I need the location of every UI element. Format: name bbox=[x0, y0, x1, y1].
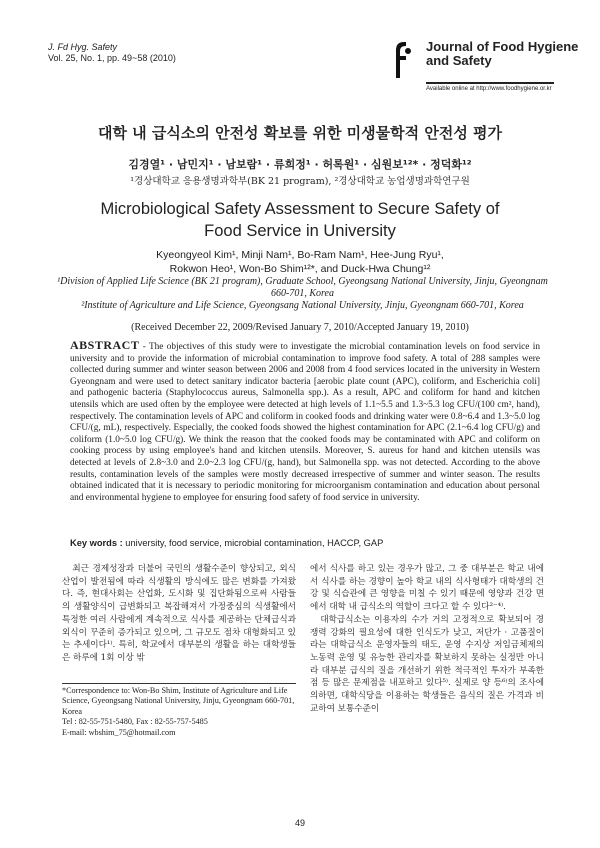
english-title bbox=[0, 198, 600, 242]
received-dates: (Received December 22, 2009/Revised January 7, 2010/Accepted January 19, 2010) bbox=[131, 322, 469, 333]
footnote-line: E-mail: wbshim_75@hotmail.com bbox=[62, 727, 176, 737]
english-authors bbox=[0, 248, 600, 276]
abstract bbox=[70, 340, 540, 504]
header-divider bbox=[426, 82, 554, 84]
journal-url: Available online at http://www.foodhygiene.or.kr bbox=[426, 86, 552, 92]
journal-title bbox=[426, 40, 578, 68]
keywords-text: university, food service, microbial contamination, HACCP, GAP bbox=[122, 538, 384, 548]
keywords-label: Key words : bbox=[70, 538, 123, 548]
body-paragraph: 최근 경제성장과 더불어 국민의 생활수준이 향상되고, 외식 산업이 발전됨에 따라 식생활의 방식에도 많은 변화를 가져왔다. 즉, 현대사회는 산업화, 도시화 및 집단화됨으로써 사람들의 생활양식이 급변화되고 복잡해져서 가정중심의 식생활에서 특정한 여러 사람에게 계속적으로 식사를 제공하는 단체급식과 외식이 꾸준히 증가되고 있으며, 그 규모도 점차 대형화되고 있는 추세이다¹⁾. 특히, 학교에서 대부분의 생활을 하는 대학생들은 하루에 1회 이상 밖 bbox=[62, 564, 296, 663]
footnote-line: *Correspondence to: Won-Bo Shim, Institute of Agriculture and Life Science, Gyeongsang National University, Jinju, Gyeongnam 660-701, Korea bbox=[62, 686, 295, 716]
body-paragraph: 에서 식사를 하고 있는 경우가 많고, 그 중 대부분은 학교 내에서 식사를 하는 경향이 높아 학교 내의 식사형태가 대학생의 건강 및 식습관에 큰 영향을 미칠 수 있기 때문에 영양과 건강 면에서 대학 내 급식소의 역할이 크다고 할 수 있다²⁻⁴⁾. bbox=[310, 564, 544, 613]
affiliation-2: ²Institute of Agriculture and Life Science, Gyeongsang National University, Jinju, Gyeongnam 660-701, Korea bbox=[81, 300, 524, 311]
abstract-label: ABSTRACT bbox=[70, 338, 140, 352]
body-column-left bbox=[62, 563, 296, 665]
korean-affiliation: ¹경상대학교 응용생명과학부(BK 21 program), ²경상대학교 농업생명과학연구원 bbox=[130, 176, 470, 187]
footnote-line: Tel : 82-55-751-5480, Fax : 82-55-757-5485 bbox=[62, 717, 208, 727]
korean-title: 대학 내 급식소의 안전성 확보를 위한 미생물학적 안전성 평가 bbox=[97, 124, 503, 142]
journal-logo-icon bbox=[390, 40, 412, 80]
volume-info: Vol. 25, No. 1, pp. 49~58 (2010) bbox=[48, 53, 176, 63]
english-title-line1: Microbiological Safety Assessment to Secure Safety of bbox=[100, 200, 500, 218]
english-authors-line1: Kyeongyeol Kim¹, Minji Nam¹, Bo-Ram Nam¹, Hee-Jung Ryu¹, bbox=[156, 249, 444, 261]
keywords bbox=[70, 538, 383, 548]
english-title-line2: Food Service in University bbox=[204, 222, 396, 240]
korean-authors: 김경열¹ · 남민지¹ · 남보람¹ · 류희정¹ · 허록원¹ · 심원보¹²* · 정덕화¹² bbox=[128, 158, 472, 171]
journal-title-line1: Journal of Food Hygiene bbox=[426, 39, 579, 54]
body-paragraph: 대학급식소는 이용자의 수가 거의 고정적으로 확보되어 경쟁력 강화의 필요성에 대한 인식도가 낮고, 저단가 · 고품질이라는 대학급식소 운영자들의 태도, 운영 수지상 저임금체제의 노동력 운영 및 유능한 관리자를 확보하지 못하는 실정만 아니라 대부분 급식의 질을 개선하기 위한 적극적인 투자가 부족한 점 등 많은 문제점을 내포하고 있다⁵⁾. 실제로 양 등⁶⁾의 조사에 의하면, 대학식당을 이용하는 학생들은 음식의 질은 가격과 비교하여 보통수준이 bbox=[310, 614, 544, 714]
journal-citation bbox=[48, 42, 176, 64]
page-number: 49 bbox=[294, 818, 305, 828]
body-column-right bbox=[310, 563, 544, 715]
footnote-divider bbox=[62, 683, 296, 684]
journal-abbrev: J. Fd Hyg. Safety bbox=[48, 42, 118, 52]
abstract-text: - The objectives of this study were to investigate the microbial contamination levels on food service in university and to provide the information of microbial contamination to improve food safety. A total of 288 samples were collected during summer and winter season between 2006 and 2008 from 4 food services located in the university in Western Gyeongnam and were used to detect sanitary indicator bacteria [aerobic plate count (APC), coliform, and Escherichia coli] and pathogenic bacteria (Staphylococcus aureus, Salmonella spp.). As a result, APC and coliform for hand and kitchen utensils which are used often by the employee were detected at high levels of 1.1~5.5 and 1.3~5.3 log CFU/(100 cm², hand), respectively. The contamination levels of APC and coliform in cooked foods and drinking water were 0.8~6.4 and 1.3~5.0 log CFU/(g, mL), respectively. Especially, the cooked foods showed the highest contamination for APC (2.1~6.4 log CFU/g) and coliform (1.0~5.0 log CFU/g). We think the reason that the cooked foods may be contaminated with APC and coliform on cooking process by using employee's hand and kitchen utensils. Moreover, S. aureus for hand and kitchen utensils was detected at levels of 2.8~3.0 and 2.0~2.3 log CFU/(g, hand), but Salmonella spp. was not detected. According to the above results, contamination levels of the samples were mostly decreased irrespective of summer and winter season. The results obtained indicated that it is necessary to periodic monitoring for microorganism contamination and education about personal and environmental hygiene to employee for ensuring food safety of food service in university. bbox=[70, 342, 540, 503]
correspondence-footnote bbox=[62, 686, 302, 738]
english-authors-line2: Rokwon Heo¹, Won-Bo Shim¹²*, and Duck-Hwa Chung¹² bbox=[169, 263, 431, 275]
journal-title-line2: and Safety bbox=[426, 53, 492, 68]
affiliation-1: ¹Division of Applied Life Science (BK 21 program), Graduate School, Gyeongsang National University, Jinju, Gyeongnam 660-701, Korea bbox=[57, 276, 548, 299]
